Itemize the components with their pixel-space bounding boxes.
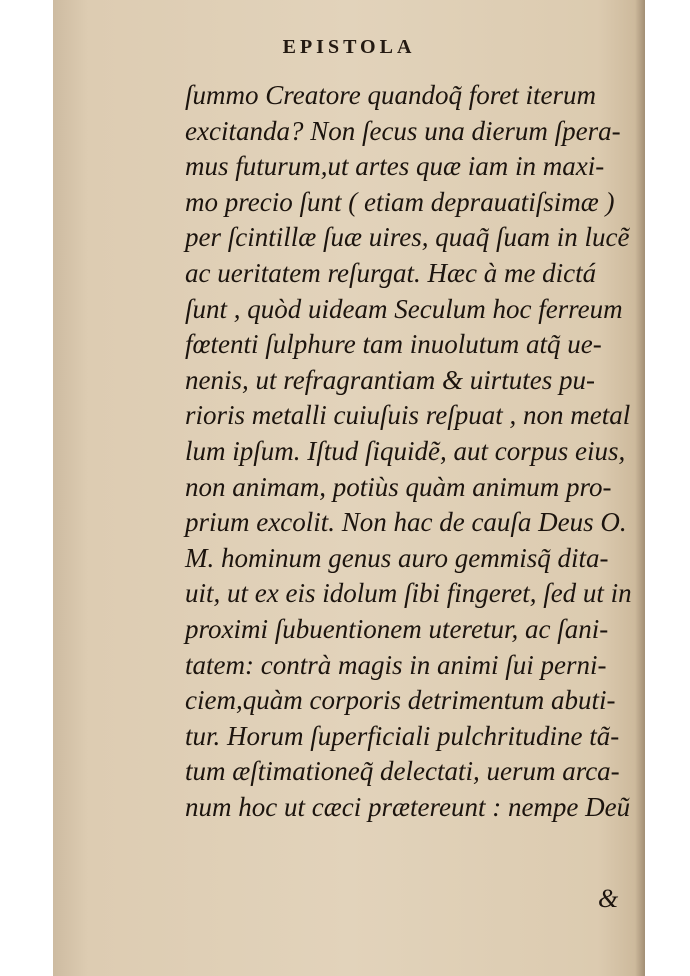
text-line: ſunt , quòd uideam Seculum hoc ferreum: [185, 293, 623, 324]
text-line: per ſcintillæ ſuæ uires, quaq̃ ſuam in lucẽ: [185, 222, 630, 253]
text-line: ciem,quàm corporis detrimentum abuti-: [185, 685, 616, 716]
text-line: prium excolit. Non hac de cauſa Deus O.: [185, 507, 627, 538]
text-line: uit, ut ex eis idolum ſibi fingeret, ſed ut in: [185, 578, 632, 609]
text-line: mo precio ſunt ( etiam deprauatiſsimæ ): [185, 186, 615, 217]
body-text: [185, 78, 645, 825]
text-line: mus futurum,ut artes quæ iam in maxi-: [185, 151, 605, 182]
scanned-book-page: [53, 0, 645, 976]
text-line: rioris metalli cuiuſuis reſpuat , non metal: [185, 400, 631, 431]
text-line: ac ueritatem reſurgat. Hæc à me dictá: [185, 257, 597, 288]
text-line: tatem: contrà magis in animi ſui perni-: [185, 649, 607, 680]
text-line: nenis, ut refragrantiam & uirtutes pu-: [185, 364, 595, 395]
running-head: EPISTOLA: [282, 36, 416, 58]
text-line: proximi ſubuentionem uteretur, ac ſani-: [185, 613, 609, 644]
text-line: tum æſtimationeq̃ delectati, uerum arca-: [185, 756, 620, 787]
text-line: tur. Horum ſuperficiali pulchritudine tã-: [185, 720, 620, 751]
text-line: lum ipſum. Iſtud ſiquidẽ, aut corpus eius,: [185, 435, 626, 466]
text-line: M. hominum genus auro gemmisq̃ dita-: [185, 542, 609, 573]
text-line: excitanda? Non ſecus una dierum ſpera-: [185, 115, 621, 146]
text-line: num hoc ut cæci prætereunt : nempe Deũ: [185, 791, 631, 822]
catchword: &: [598, 884, 619, 913]
text-line: non animam, potiùs quàm animum pro-: [185, 471, 612, 502]
text-line: ſummo Creatore quandoq̃ foret iterum: [185, 80, 596, 110]
text-line: fœtenti ſulphure tam inuolutum atq̃ ue-: [185, 329, 602, 360]
